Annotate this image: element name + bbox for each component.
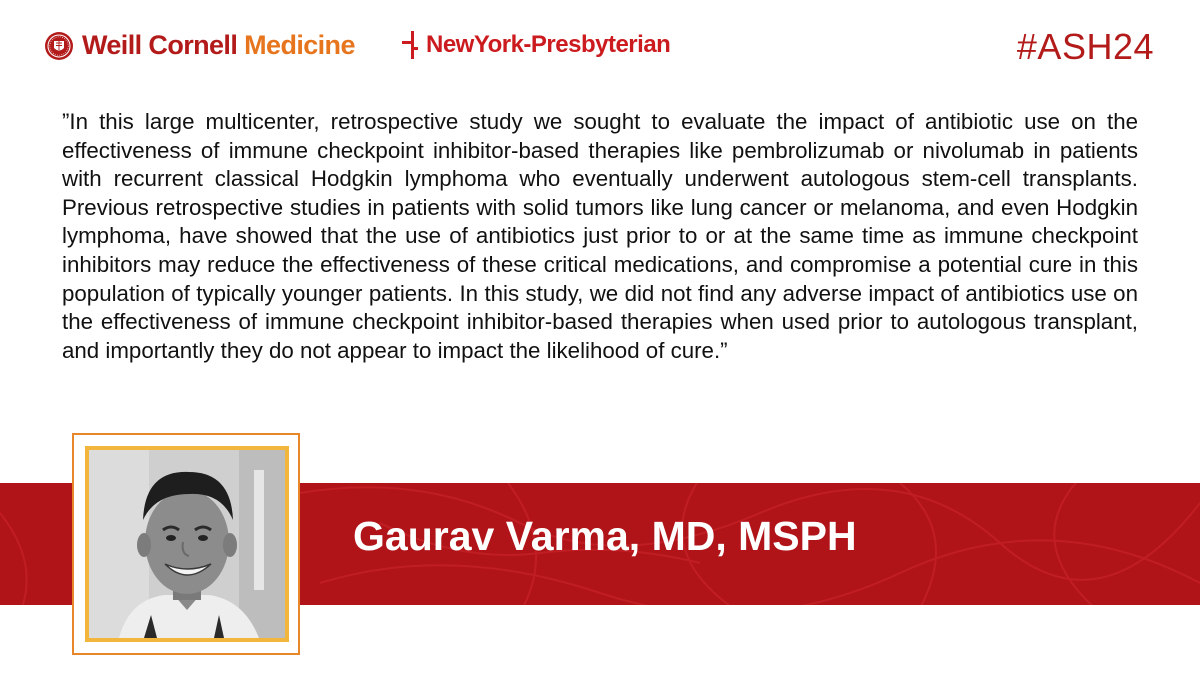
- event-hashtag: #ASH24: [1016, 26, 1154, 67]
- nyp-mark-icon: [402, 31, 418, 59]
- wcm-name-part1: Weill Cornell: [82, 30, 238, 60]
- quote-text: ”In this large multicenter, retrospective study we sought to evaluate the impact of antibiotic use on the effectiveness of immune checkpoint inhibitor-based therapies like pembrolizumab or nivolumab in patients with recurrent classical Hodgkin lymphoma who eventually underwent autologous stem-cell transplants. Previous retrospective studies in patients with solid tumors like lung cancer or melanoma, and even Hodgkin lymphoma, have showed that the use of antibiotics just prior to or at the same time as immune checkpoint inhibitors may reduce the effectiveness of these critical medications, and compromise a potential cure in this population of typically younger patients. In this study, we did not find any adverse impact of antibiotics use on the effectiveness of immune checkpoint inhibitor-based therapies when used prior to autologous transplant, and importantly they do not appear to impact the likelihood of cure.”: [62, 109, 1138, 363]
- university-seal-icon: [44, 31, 74, 61]
- weill-cornell-logo: [44, 30, 355, 61]
- speaker-photo: [89, 450, 285, 638]
- speaker-name: Gaurav Varma, MD, MSPH: [353, 513, 857, 559]
- newyork-presbyterian-logo: [402, 31, 670, 59]
- speaker-photo-frame: [85, 446, 289, 642]
- wcm-name-part2: Medicine: [244, 30, 355, 60]
- nyp-wordmark: NewYork-Presbyterian: [426, 31, 671, 58]
- weill-cornell-wordmark: [82, 30, 355, 61]
- header: [0, 0, 1200, 90]
